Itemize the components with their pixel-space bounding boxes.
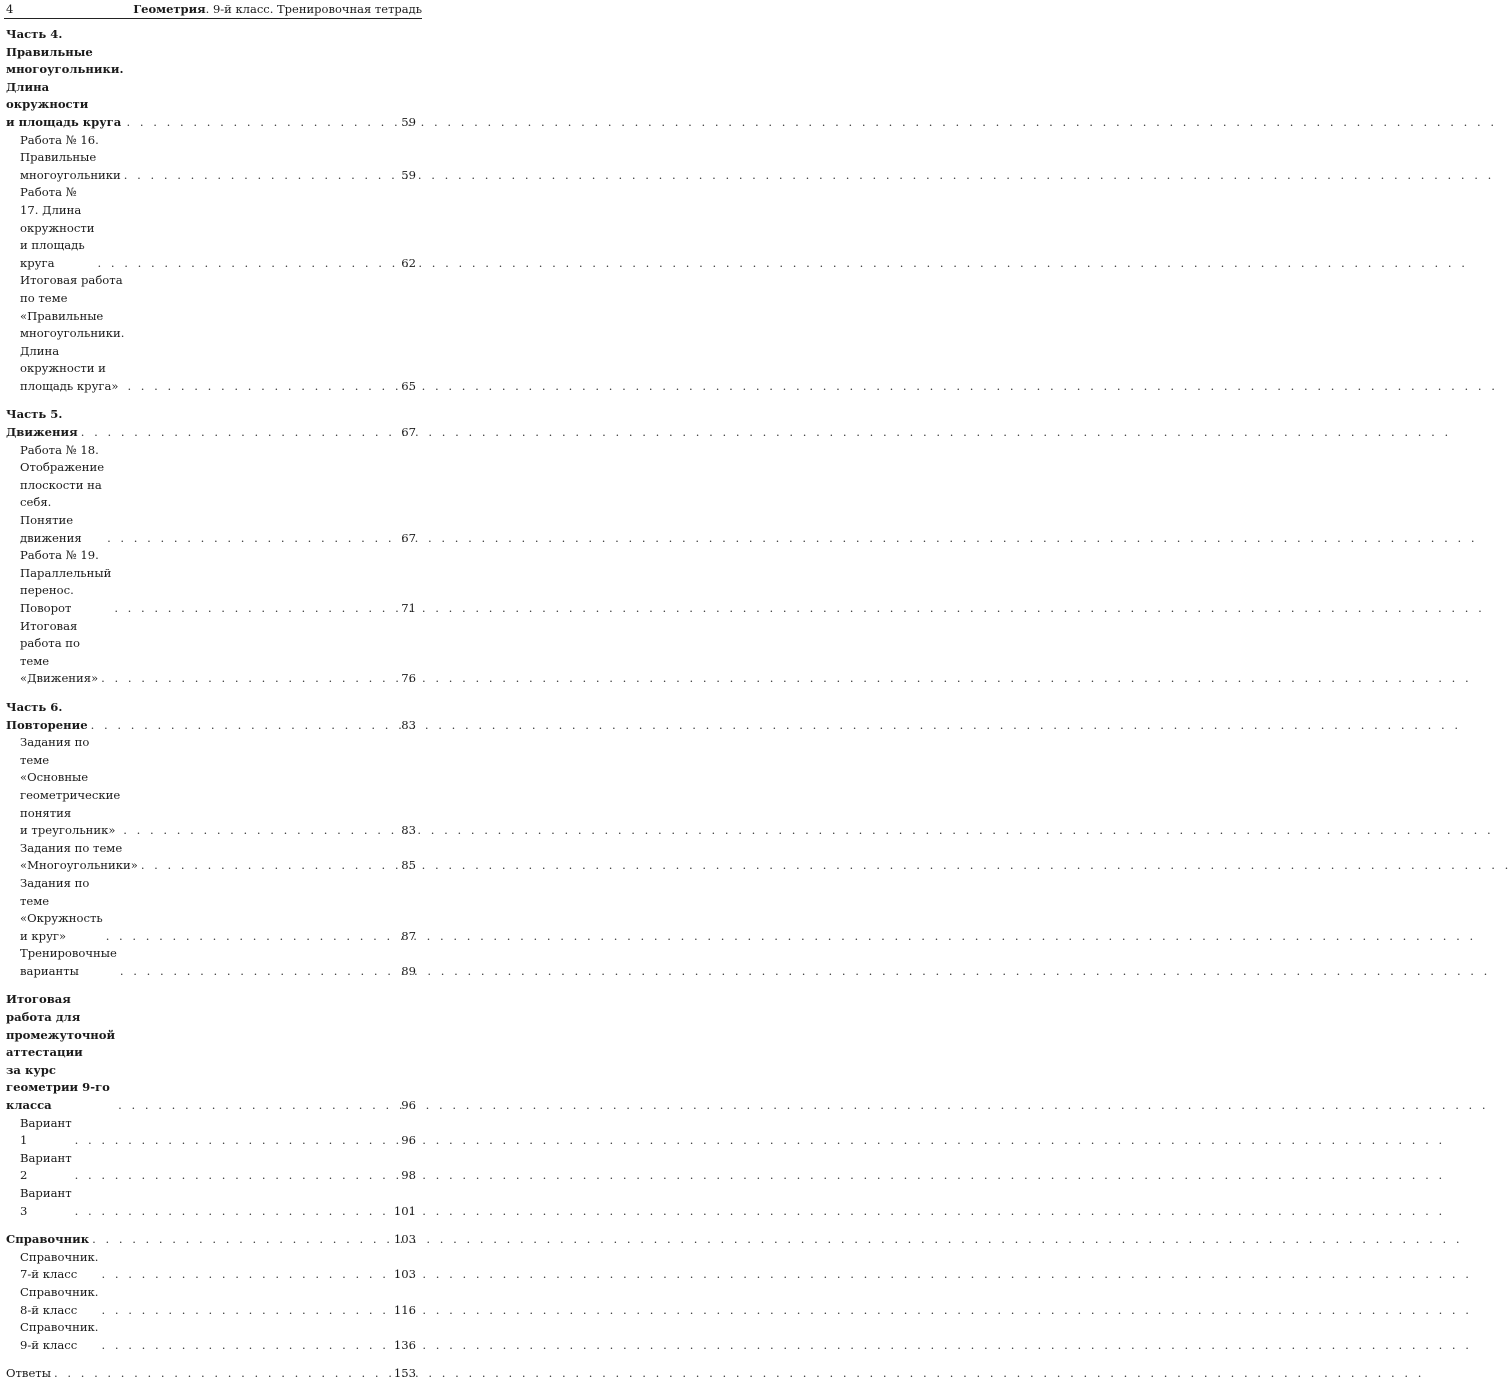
leader-dots bbox=[75, 1167, 399, 1185]
leader-dots bbox=[141, 857, 398, 875]
leader-dots bbox=[101, 670, 398, 688]
toc-heading-final-line1: Итоговая работа для промежуточной аттестации bbox=[6, 992, 116, 1060]
toc-page: 96 bbox=[401, 1098, 416, 1113]
toc-heading-label: Ответы bbox=[6, 1366, 51, 1381]
toc-page: 116 bbox=[393, 1302, 416, 1317]
running-head bbox=[133, 2, 422, 16]
toc-item-label: Справочник. 7-й класс bbox=[20, 1249, 99, 1282]
toc-item-label-line1: Работа № 18. Отображение плоскости на себя. bbox=[20, 442, 105, 510]
toc-item-work19[interactable] bbox=[6, 547, 416, 617]
toc-page: 96 bbox=[401, 1133, 416, 1148]
toc-item-label: Вариант 2 bbox=[20, 1150, 72, 1183]
toc-page: 153 bbox=[393, 1366, 416, 1381]
toc-heading-label: Справочник bbox=[6, 1232, 90, 1247]
toc-item-reference-7[interactable] bbox=[6, 1249, 416, 1284]
toc-item-label: Справочник. 8-й класс bbox=[20, 1284, 99, 1317]
toc-item-circle[interactable] bbox=[6, 875, 416, 945]
leader-dots bbox=[123, 822, 398, 840]
running-head-rest: . 9-й класс. Тренировочная тетрадь bbox=[205, 2, 422, 16]
leader-dots bbox=[102, 1266, 391, 1284]
toc-item-label-line2: и треугольник» bbox=[20, 823, 116, 838]
toc-item-label: Итоговая работа по теме «Движения» bbox=[20, 618, 99, 686]
leader-dots bbox=[102, 1337, 391, 1355]
toc-page: 85 bbox=[401, 858, 416, 873]
leader-dots bbox=[127, 378, 398, 396]
toc-heading-label: Часть 5. Движения bbox=[6, 407, 78, 440]
toc-section-part6 bbox=[6, 699, 416, 981]
leader-dots bbox=[54, 1365, 391, 1383]
toc-heading-part6[interactable] bbox=[6, 699, 416, 734]
toc-item-basic-concepts[interactable] bbox=[6, 734, 416, 840]
toc-item-reference-9[interactable] bbox=[6, 1319, 416, 1354]
toc-page: 89 bbox=[401, 963, 416, 978]
toc-item-label-line1: Итоговая работа по теме «Правильные многоугольники. bbox=[20, 273, 125, 341]
toc-page: 83 bbox=[401, 823, 416, 838]
toc-item-training-variants[interactable] bbox=[6, 945, 416, 980]
toc-page: 59 bbox=[401, 114, 416, 129]
toc-item-label: Задания по теме «Окружность и круг» bbox=[20, 875, 103, 943]
toc-item-work17[interactable] bbox=[6, 184, 416, 272]
toc-page: 83 bbox=[401, 717, 416, 732]
leader-dots bbox=[75, 1203, 391, 1221]
leader-dots bbox=[81, 424, 399, 442]
toc-page: 103 bbox=[393, 1232, 416, 1247]
toc-section-part4 bbox=[6, 26, 416, 395]
toc-item-label: Задания по теме «Многоугольники» bbox=[20, 840, 138, 873]
toc-item-work18[interactable] bbox=[6, 442, 416, 548]
toc-page: 65 bbox=[401, 378, 416, 393]
page-number: 4 bbox=[6, 2, 14, 16]
toc-page: 62 bbox=[401, 255, 416, 270]
toc-heading-answers[interactable] bbox=[6, 1365, 416, 1383]
leader-dots bbox=[102, 1302, 391, 1320]
toc-item-label: Работа № 16. Правильные многоугольники bbox=[20, 132, 121, 182]
toc-page: 101 bbox=[393, 1203, 416, 1218]
toc-heading-label: Часть 6. Повторение bbox=[6, 699, 88, 732]
toc-item-work16[interactable] bbox=[6, 132, 416, 185]
toc-page: 71 bbox=[401, 601, 416, 615]
toc-heading-final-attestation[interactable] bbox=[6, 991, 416, 1114]
toc-item-label: Работа № 17. Длина окружности и площадь круга bbox=[20, 185, 95, 270]
toc-page: 67 bbox=[401, 425, 416, 440]
leader-dots bbox=[92, 1231, 391, 1249]
toc-page: 136 bbox=[393, 1337, 416, 1352]
leader-dots bbox=[120, 963, 398, 981]
toc-item-label-line2: Длина окружности и площадь круга» bbox=[20, 343, 119, 393]
toc-heading-part5[interactable] bbox=[6, 406, 416, 441]
toc-item-label-line1: Задания по теме «Основные геометрические понятия bbox=[20, 735, 121, 820]
header-rule bbox=[4, 18, 422, 19]
toc-heading-part4-line2: и площадь круга bbox=[6, 114, 122, 129]
leader-dots bbox=[75, 1132, 399, 1150]
toc-item-polygons[interactable] bbox=[6, 840, 416, 875]
leader-dots bbox=[118, 1097, 398, 1115]
toc-item-reference-8[interactable] bbox=[6, 1284, 416, 1319]
toc-section-final-attestation bbox=[6, 991, 416, 1220]
leader-dots bbox=[107, 530, 398, 548]
toc-page: 103 bbox=[393, 1267, 416, 1282]
toc-item-label-line2: Понятие движения bbox=[20, 513, 82, 545]
toc-item-variant-2[interactable] bbox=[6, 1150, 416, 1185]
toc-item-label: Тренировочные варианты bbox=[20, 946, 117, 978]
toc-heading-part4-line1: Часть 4. Правильные многоугольники. Длина окружности bbox=[6, 27, 124, 112]
toc-page: 98 bbox=[401, 1168, 416, 1183]
toc-item-label: Вариант 3 bbox=[20, 1186, 72, 1218]
toc-page: 67 bbox=[401, 530, 416, 545]
leader-dots bbox=[127, 114, 399, 132]
leader-dots bbox=[124, 167, 398, 185]
leader-dots bbox=[97, 255, 398, 273]
leader-dots bbox=[106, 928, 399, 946]
toc-page: 59 bbox=[401, 167, 416, 182]
toc-heading-reference[interactable] bbox=[6, 1231, 416, 1249]
leader-dots bbox=[114, 600, 398, 618]
toc-item-label: Вариант 1 bbox=[20, 1115, 72, 1148]
toc-item-variant-3[interactable] bbox=[6, 1185, 416, 1220]
toc-item-label: Работа № 19. Параллельный перенос. Поворот bbox=[20, 548, 112, 615]
leader-dots bbox=[91, 717, 399, 735]
toc-page: 87 bbox=[401, 928, 416, 943]
toc-item-final-part5[interactable] bbox=[6, 618, 416, 688]
toc-page: 76 bbox=[401, 671, 416, 686]
table-of-contents bbox=[6, 26, 416, 1383]
toc-heading-final-line2: за курс геометрии 9-го класса bbox=[6, 1062, 110, 1113]
running-head-subject: Геометрия bbox=[133, 2, 206, 16]
toc-section-part5 bbox=[6, 406, 416, 688]
toc-item-variant-1[interactable] bbox=[6, 1115, 416, 1150]
toc-section-reference bbox=[6, 1231, 416, 1354]
toc-item-final-part4[interactable] bbox=[6, 272, 416, 395]
toc-heading-part4[interactable] bbox=[6, 26, 416, 132]
toc-item-label: Справочник. 9-й класс bbox=[20, 1320, 99, 1352]
